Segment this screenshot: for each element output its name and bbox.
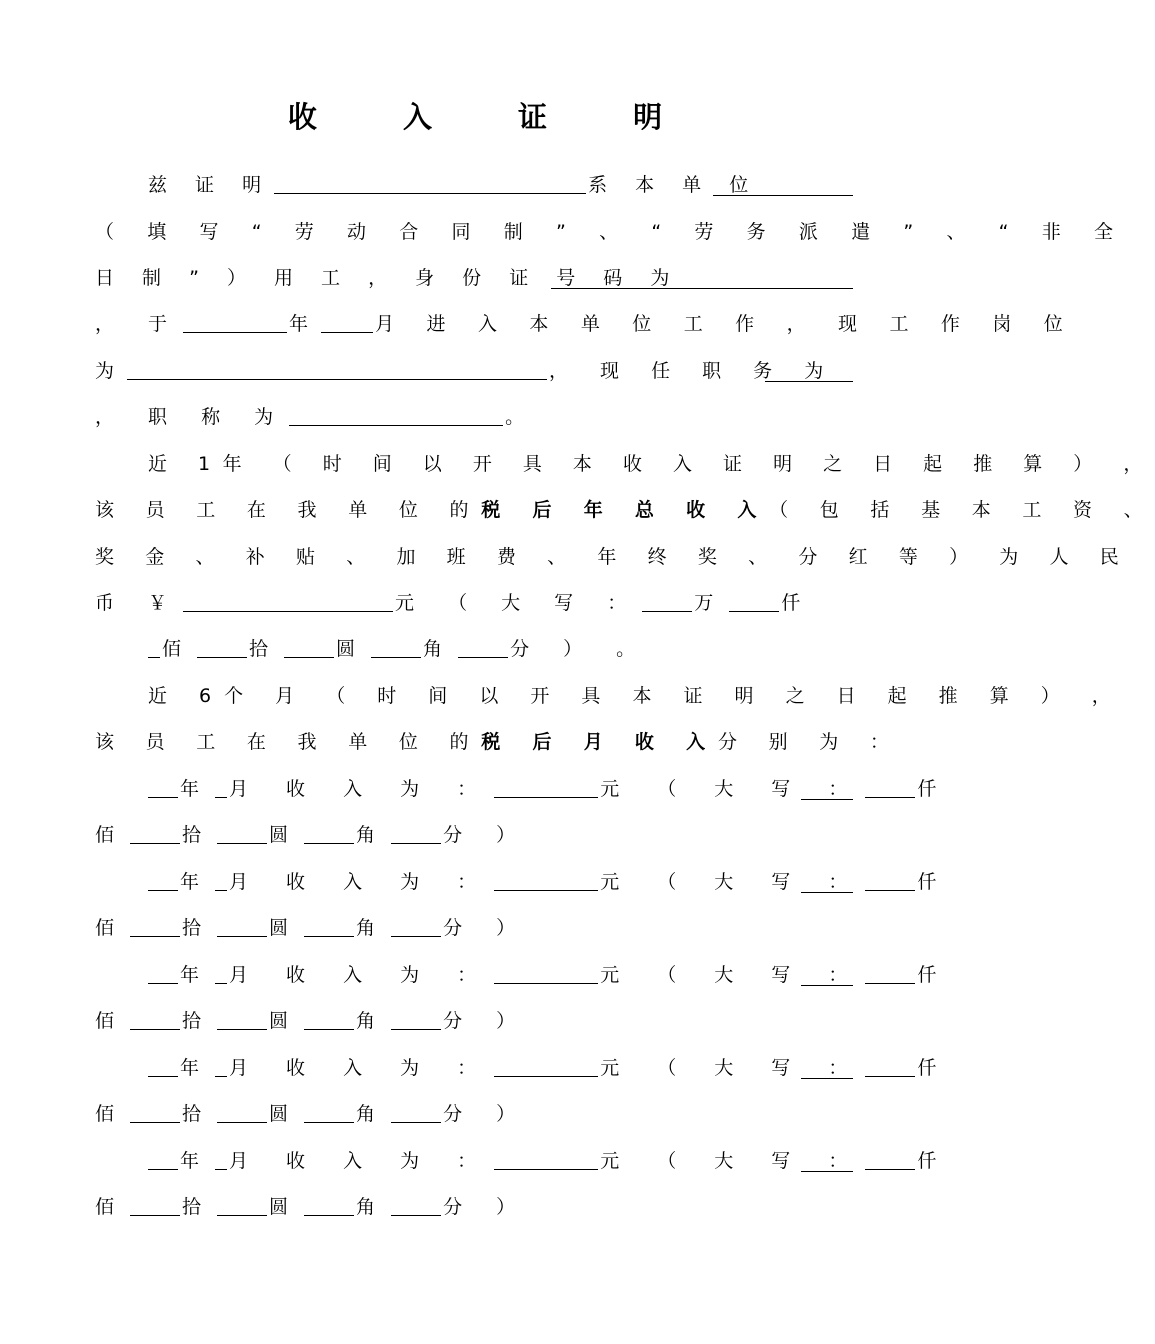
- certify-line-6: [95, 402, 855, 432]
- text-jiao: 角: [356, 824, 376, 846]
- blank-month-qian[interactable]: [865, 961, 915, 984]
- blank-month-year[interactable]: [148, 868, 178, 891]
- text-position: 月 进 入 本 单 位 工 作 ， 现 工 作 岗 位: [375, 313, 1076, 335]
- text-month-uppercase: 元 （ 大 写 ：: [600, 871, 864, 893]
- text-year: 年: [289, 313, 320, 335]
- text-shi: 拾: [182, 1103, 202, 1125]
- text-rmb: 币 ￥: [95, 592, 182, 614]
- text-month-uppercase: 元 （ 大 写 ：: [600, 778, 864, 800]
- text-month-income: 月 收 入 为 ：: [229, 964, 493, 986]
- blank-month-shi[interactable]: [130, 1007, 180, 1030]
- annual-line-2: [95, 495, 1155, 525]
- text-fen: 分 ）: [443, 1196, 530, 1218]
- blank-month-year[interactable]: [148, 775, 178, 798]
- text-qian: 仟: [917, 778, 937, 800]
- text-year: 年: [180, 871, 200, 893]
- annual-line-5: [148, 634, 855, 664]
- month-row-4: [148, 1053, 937, 1083]
- blank-month-year[interactable]: [148, 961, 178, 984]
- blank-month-fen[interactable]: [391, 1007, 441, 1030]
- blank-month-month[interactable]: [215, 775, 227, 798]
- blank-month-amount[interactable]: [494, 775, 598, 798]
- text-jiao: 角: [356, 917, 376, 939]
- certify-line-4: [95, 309, 1076, 339]
- text-as: 为: [95, 360, 126, 382]
- blank-month-qian[interactable]: [865, 1147, 915, 1170]
- blank-month-month[interactable]: [215, 1147, 227, 1170]
- text-employee-at: 该 员 工 在 我 单 位 的: [95, 499, 482, 521]
- text-month-uppercase: 元 （ 大 写 ：: [600, 1057, 864, 1079]
- certify-line-3: [95, 263, 855, 293]
- text-month-income: 月 收 入 为 ：: [229, 1150, 493, 1172]
- text-month-income: 月 收 入 为 ：: [229, 871, 493, 893]
- text-month-uppercase: 元 （ 大 写 ：: [600, 964, 864, 986]
- blank-month-amount[interactable]: [494, 1054, 598, 1077]
- blank-month-fen[interactable]: [391, 914, 441, 937]
- monthly-intro-line-1: [148, 681, 1124, 711]
- blank-bai[interactable]: [148, 635, 160, 658]
- blank-start-year[interactable]: [183, 310, 287, 333]
- text-unit: 系 本 单 位: [588, 174, 760, 196]
- text-qian: 仟: [917, 1057, 937, 1079]
- blank-month-jiao[interactable]: [304, 821, 354, 844]
- text-bonus-list: 奖 金 、 补 贴 、 加 班 费 、 年 终 奖 、 分 红 等 ） 为 人 民: [95, 546, 1132, 568]
- text-fen: 分 ） 。: [510, 638, 650, 660]
- month-row-1-detail: [95, 820, 855, 850]
- text-shi: 拾: [182, 1196, 202, 1218]
- blank-month-month[interactable]: [215, 961, 227, 984]
- text-year: 年: [180, 964, 200, 986]
- blank-month-amount[interactable]: [494, 961, 598, 984]
- blank-month-yuan[interactable]: [217, 1193, 267, 1216]
- blank-month-yuan[interactable]: [217, 914, 267, 937]
- text-yuan: 圆: [269, 824, 289, 846]
- month-row-3: [148, 960, 937, 990]
- text-month-income: 月 收 入 为 ：: [229, 1057, 493, 1079]
- blank-month-shi[interactable]: [130, 914, 180, 937]
- blank-month-qian[interactable]: [865, 1054, 915, 1077]
- blank-month-bai[interactable]: [801, 1149, 853, 1172]
- text-title: ， 职 称 为: [95, 406, 288, 428]
- text-bai: 佰: [95, 1103, 115, 1125]
- blank-jiao[interactable]: [371, 635, 421, 658]
- text-monthly-income-bold: 税 后 月 收 入: [481, 731, 718, 753]
- text-jiao: 角: [423, 638, 443, 660]
- text-qian: 仟: [781, 592, 801, 614]
- text-month-income: 月 收 入 为 ：: [229, 778, 493, 800]
- text-yuan: 圆: [269, 917, 289, 939]
- text-qian: 仟: [917, 964, 937, 986]
- blank-month-shi[interactable]: [130, 821, 180, 844]
- blank-month-jiao[interactable]: [304, 1193, 354, 1216]
- text-since: ， 于: [95, 313, 182, 335]
- text-bai: 佰: [95, 1196, 115, 1218]
- annual-line-3: [95, 542, 1132, 572]
- certify-line-2: [95, 217, 1127, 247]
- blank-month-yuan[interactable]: [217, 1100, 267, 1123]
- blank-month-amount[interactable]: [494, 1147, 598, 1170]
- month-row-2-detail: [95, 913, 855, 943]
- text-qian: 仟: [917, 871, 937, 893]
- text-year: 年: [180, 1057, 200, 1079]
- blank-month-jiao[interactable]: [304, 914, 354, 937]
- blank-month-month[interactable]: [215, 868, 227, 891]
- blank-month-bai[interactable]: [801, 1056, 853, 1079]
- blank-month-jiao[interactable]: [304, 1007, 354, 1030]
- text-yuan: 圆: [336, 638, 356, 660]
- blank-month-amount[interactable]: [494, 868, 598, 891]
- text-annual-period: 近 1年 （ 时 间 以 开 具 本 收 入 证 明 之 日 起 推 算 ） ，: [148, 453, 1155, 475]
- blank-month-bai[interactable]: [801, 777, 853, 800]
- text-fen: 分 ）: [443, 1103, 530, 1125]
- blank-yuan[interactable]: [284, 635, 334, 658]
- text-yuan: 圆: [269, 1010, 289, 1032]
- text-certify: 兹 证 明: [148, 174, 273, 196]
- text-uppercase: 元 （ 大 写 ：: [395, 592, 641, 614]
- annual-line-4: [95, 588, 855, 618]
- blank-id-number[interactable]: [551, 266, 853, 289]
- text-fen: 分 ）: [443, 1010, 530, 1032]
- certify-line-5: [95, 356, 855, 386]
- blank-employment-type[interactable]: [713, 173, 853, 196]
- blank-month-year[interactable]: [148, 1147, 178, 1170]
- text-shi: 拾: [182, 917, 202, 939]
- blank-month-bai[interactable]: [801, 963, 853, 986]
- blank-wan[interactable]: [642, 589, 692, 612]
- text-jiao: 角: [356, 1196, 376, 1218]
- text-employee-at-2: 该 员 工 在 我 单 位 的: [95, 731, 482, 753]
- text-jiao: 角: [356, 1010, 376, 1032]
- text-wan: 万: [694, 592, 714, 614]
- month-row-1: [148, 774, 937, 804]
- blank-month-jiao[interactable]: [304, 1100, 354, 1123]
- blank-month-qian[interactable]: [865, 775, 915, 798]
- monthly-intro-line-2: [95, 727, 902, 757]
- blank-month-qian[interactable]: [865, 868, 915, 891]
- certify-line-1: [148, 170, 855, 200]
- blank-month-yuan[interactable]: [217, 821, 267, 844]
- text-annual-income-bold: 税 后 年 总 收 入: [481, 499, 770, 521]
- annual-line-1: [148, 449, 1155, 479]
- blank-month-fen[interactable]: [391, 821, 441, 844]
- blank-position[interactable]: [127, 357, 547, 380]
- month-row-3-detail: [95, 1006, 855, 1036]
- text-yuan: 圆: [269, 1196, 289, 1218]
- blank-month-fen[interactable]: [391, 1193, 441, 1216]
- text-jiao: 角: [356, 1103, 376, 1125]
- blank-qian[interactable]: [729, 589, 779, 612]
- text-monthly-period: 近 6个 月 （ 时 间 以 开 具 本 证 明 之 日 起 推 算 ） ，: [148, 685, 1124, 707]
- text-month-uppercase: 元 （ 大 写 ：: [600, 1150, 864, 1172]
- text-shi: 拾: [249, 638, 269, 660]
- text-year: 年: [180, 778, 200, 800]
- text-respectively: 分 别 为 ：: [717, 731, 902, 753]
- text-duty: ， 现 任 职 务 为: [549, 360, 837, 382]
- blank-month-year[interactable]: [148, 1054, 178, 1077]
- blank-month-yuan[interactable]: [217, 1007, 267, 1030]
- text-bai: 佰: [162, 638, 182, 660]
- month-row-4-detail: [95, 1099, 855, 1129]
- blank-start-month[interactable]: [321, 310, 373, 333]
- text-fen: 分 ）: [443, 917, 530, 939]
- month-row-5: [148, 1146, 937, 1176]
- text-qian: 仟: [917, 1150, 937, 1172]
- text-fen: 分 ）: [443, 824, 530, 846]
- blank-month-fen[interactable]: [391, 1100, 441, 1123]
- blank-month-month[interactable]: [215, 1054, 227, 1077]
- blank-employee-name[interactable]: [274, 171, 586, 194]
- text-includes: （ 包 括 基 本 工 资 、: [769, 499, 1155, 521]
- month-row-2: [148, 867, 937, 897]
- blank-shi[interactable]: [197, 635, 247, 658]
- blank-title[interactable]: [289, 403, 503, 426]
- blank-fen[interactable]: [458, 635, 508, 658]
- text-shi: 拾: [182, 824, 202, 846]
- blank-duty[interactable]: [765, 359, 853, 382]
- text-yuan: 圆: [269, 1103, 289, 1125]
- blank-month-bai[interactable]: [801, 870, 853, 893]
- text-year: 年: [180, 1150, 200, 1172]
- text-bai: 佰: [95, 917, 115, 939]
- document-title: 收 入 证 明: [287, 100, 701, 134]
- blank-month-shi[interactable]: [130, 1193, 180, 1216]
- text-bai: 佰: [95, 824, 115, 846]
- text-shi: 拾: [182, 1010, 202, 1032]
- blank-month-shi[interactable]: [130, 1100, 180, 1123]
- blank-annual-amount[interactable]: [183, 589, 393, 612]
- text-id-number: 日 制 ” ） 用 工 ， 身 份 证 号 码 为: [95, 267, 681, 289]
- month-row-5-detail: [95, 1192, 855, 1222]
- text-employment-hint: （ 填 写 “ 劳 动 合 同 制 ” 、 “ 劳 务 派 遣 ” 、 “ 非 全: [95, 221, 1127, 243]
- text-period: 。: [505, 406, 525, 428]
- text-bai: 佰: [95, 1010, 115, 1032]
